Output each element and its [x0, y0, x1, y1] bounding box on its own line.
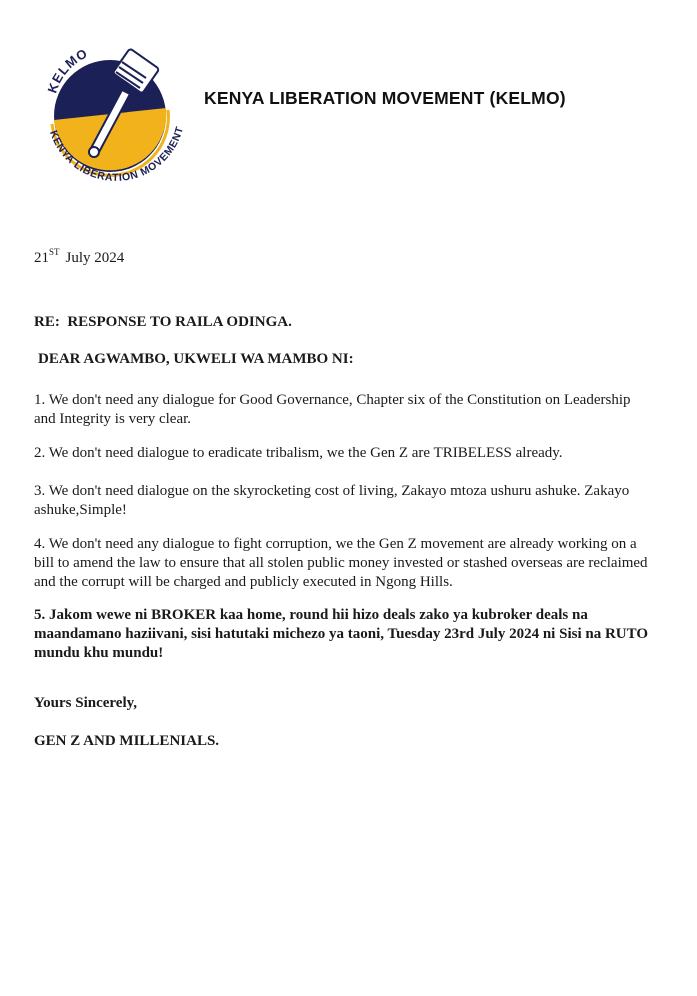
letter-point-4: 4. We don't need any dialogue to fight corruption, we the Gen Z movement are already working on a bill to amend the law to ensure that all stolen public money invested or stashed overseas are reclaimed and the corrupt will be charged and publicly executed in Ngong Hills. [34, 536, 648, 590]
letter-salutation: DEAR AGWAMBO, UKWELI WA MAMBO NI: [38, 351, 354, 367]
letter-closing: Yours Sincerely, [34, 695, 138, 711]
letter-date: 21ST July 2024 [34, 247, 125, 266]
letter-signoff: GEN Z AND MILLENIALS. [34, 733, 220, 749]
letter-subject: RE: RESPONSE TO RAILA ODINGA. [34, 314, 292, 330]
logo-ring-text-top: KELMO [44, 45, 91, 95]
letter-point-5: 5. Jakom wewe ni BROKER kaa home, round hii hizo deals zako ya kubroker deals na maandamano haziivani, sisi hatutaki michezo ya taoni, Tuesday 23rd July 2024 ni Sisi na RUTO mundu khu mundu! [34, 607, 649, 661]
letter-point-1: 1. We don't need any dialogue for Good Governance, Chapter six of the Constitution on Leadership and Integrity is very clear. [34, 392, 631, 427]
logo-ring-text-bottom: KENYA LIBERATION MOVEMENT [47, 124, 187, 184]
kelmo-logo [22, 28, 190, 196]
letter-point-3: 3. We don't need dialogue on the skyrocketing cost of living, Zakayo mtoza ushuru ashuke. Zakayo ashuke,Simple! [34, 483, 630, 518]
organization-name: KENYA LIBERATION MOVEMENT (KELMO) [204, 88, 566, 108]
letter-point-2: 2. We don't need dialogue to eradicate tribalism, we the Gen Z are TRIBELESS already. [34, 445, 563, 461]
